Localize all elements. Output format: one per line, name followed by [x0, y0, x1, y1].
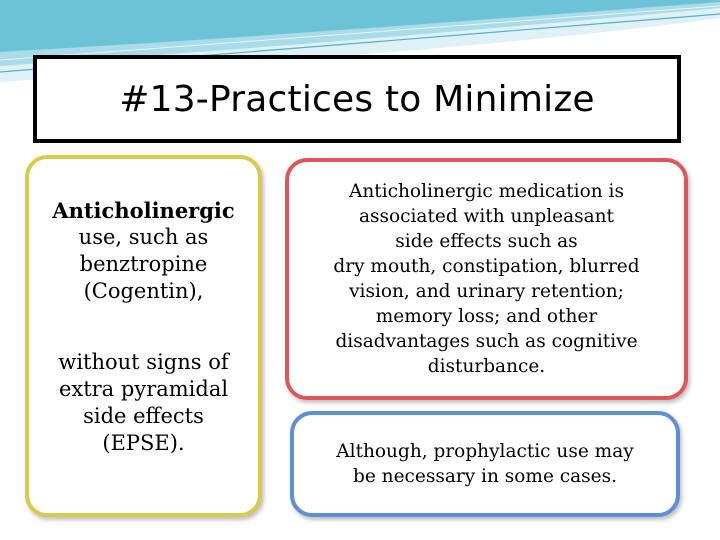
- left-card-line: (Cogentin),: [83, 279, 204, 303]
- left-card-line: (EPSE).: [102, 431, 185, 455]
- left-card-group-b: [58, 349, 228, 457]
- slide-title: #13-Practices to Minimize: [119, 78, 595, 120]
- left-card-line: side effects: [83, 404, 204, 428]
- red-card-line: disturbance.: [427, 356, 546, 377]
- left-card-bold-line: Anticholinergic: [52, 198, 235, 223]
- blue-card-line: Although, prophylactic use may: [336, 441, 634, 462]
- red-card-line: disadvantages such as cognitive: [335, 331, 638, 352]
- left-card-line: without signs of: [58, 350, 229, 374]
- red-card-line: Anticholinergic medication is: [349, 181, 624, 202]
- blue-card-text: [336, 439, 633, 489]
- left-card-group-a: [52, 197, 234, 305]
- left-card: [25, 155, 262, 517]
- blue-card: [290, 411, 680, 517]
- left-card-line: use, such as: [78, 225, 209, 249]
- left-card-line: benztropine: [79, 252, 208, 276]
- red-card-line: dry mouth, constipation, blurred: [333, 256, 640, 277]
- red-card-line: memory loss; and other: [375, 306, 598, 327]
- red-card-text: [333, 179, 639, 379]
- red-card-line: side effects such as: [395, 231, 578, 252]
- red-card-line: associated with unpleasant: [358, 206, 614, 227]
- title-box: [33, 55, 681, 143]
- red-card: [285, 158, 688, 400]
- left-card-line: extra pyramidal: [58, 377, 229, 401]
- red-card-line: vision, and urinary retention;: [349, 281, 624, 302]
- blue-card-line: be necessary in some cases.: [353, 466, 617, 487]
